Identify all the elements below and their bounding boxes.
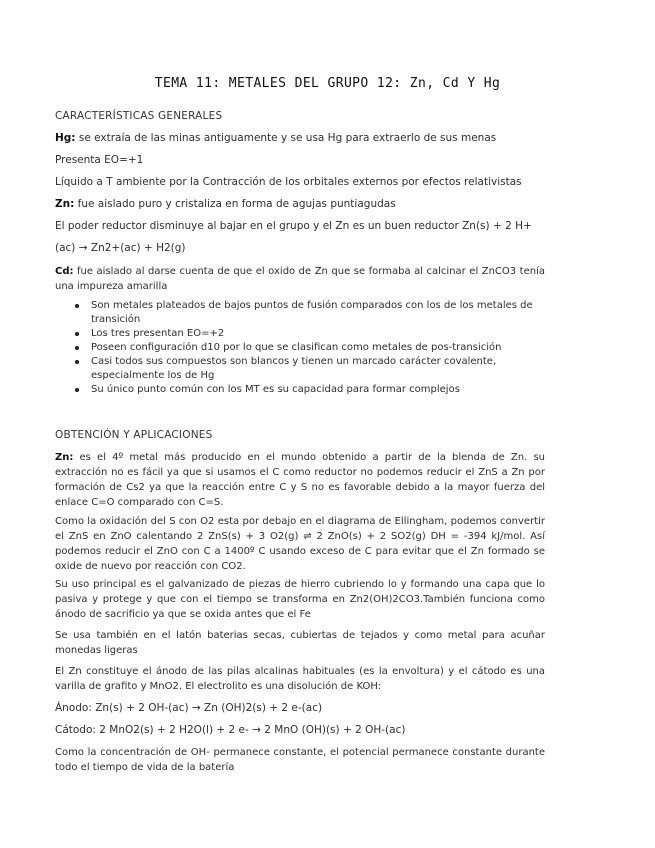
constant-potential-paragraph: Como la concentración de OH- permanece constante, el potencial permanece constante durante todo el tiempo de vida de la batería [55, 747, 545, 773]
zn-paragraph [55, 197, 545, 213]
list-item: Son metales plateados de bajos puntos de fusión comparados con los de los metales de transición [55, 299, 545, 327]
section-heading-obtencion: OBTENCIÓN Y APLICACIONES [55, 429, 213, 441]
liquid-line: Líquido a T ambiente por la Contracción de los orbitales externos por efectos relativistas [55, 176, 522, 188]
hg-text: se extraía de las minas antiguamente y se usa Hg para extraerlo de sus menas [75, 132, 497, 144]
list-item: Poseen configuración d10 por lo que se clasifican como metales de pos-transición [55, 341, 545, 355]
anode-reaction: Ánodo: Zn(s) + 2 OH-(ac) → Zn (OH)2(s) + 2 e-(ac) [55, 702, 323, 714]
cathode-reaction: Cátodo: 2 MnO2(s) + 2 H2O(l) + 2 e- → 2 MnO (OH)(s) + 2 OH-(ac) [55, 724, 406, 736]
battery-paragraph: El Zn constituye el ánodo de las pilas alcalinas habituales (es la envoltura) y el cátodo es una varilla de grafito y MnO2. El electrolito es una disolución de KOH: [55, 666, 545, 692]
page-title: TEMA 11: METALES DEL GRUPO 12: Zn, Cd Y Hg [154, 76, 501, 91]
uses-paragraph: Se usa también en el latón baterias secas, cubiertas de tejados y como metal para acuñar monedas ligeras [55, 630, 545, 656]
zn-obtention-text: es el 4º metal más producido en el mundo obtenido a partir de la blenda de Zn. su extracción no es fácil ya que si usamos el C como reductor no podemos reducir el ZnS a Zn por formación de Cs2 ya que la reacción entre C y S no es favorable debido a la mayor fuerza del enlace C=O comparado con C=S. [55, 452, 545, 508]
list-item: Los tres presentan EO=+2 [55, 327, 545, 341]
zn-keyword: Zn: [55, 198, 75, 210]
list-item: Su único punto común con los MT es su capacidad para formar complejos [55, 383, 545, 397]
galvanizing-paragraph: Su uso principal es el galvanizado de piezas de hierro cubriendo lo y formando una capa que lo pasiva y protege y que con el tiempo se transforma en Zn2(OH)2CO3.También funciona como ánodo de sacrificio ya que se oxida antes que el Fe [55, 579, 545, 620]
zn-text: fue aislado puro y cristaliza en forma de agujas puntiagudas [74, 198, 396, 210]
hg-paragraph [55, 131, 545, 147]
cd-keyword: Cd: [55, 266, 74, 277]
reducer-line: El poder reductor disminuye al bajar en el grupo y el Zn es un buen reductor Zn(s) + 2 H+ [55, 220, 532, 232]
zn-obtention-paragraph [55, 450, 545, 510]
hg-keyword: Hg: [55, 132, 76, 144]
list-item: Casi todos sus compuestos son blancos y tienen un marcado carácter covalente, especialmente los de Hg [55, 355, 545, 383]
ellingham-paragraph: Como la oxidación del S con O2 esta por debajo en el diagrama de Ellingham, podemos convertir el ZnS en ZnO calentando 2 ZnS(s) + 3 O2(g) ⇌ 2 ZnO(s) + 2 SO2(g) DH = -394 kJ/mol. Así podemos reducir el ZnO con C a 1400º C usando exceso de C para evitar que el Zn formado se oxide de nuevo por reacción con CO2. [55, 516, 545, 572]
cd-paragraph [55, 264, 545, 294]
zn-keyword: Zn: [55, 452, 74, 463]
section-heading-caracteristicas: CARACTERÍSTICAS GENERALES [55, 110, 223, 122]
eo-line: Presenta EO=+1 [55, 154, 144, 166]
characteristics-list [55, 299, 545, 397]
reducer-line-2: (ac) → Zn2+(ac) + H2(g) [55, 242, 186, 254]
cd-text: fue aislado al darse cuenta de que el oxido de Zn que se formaba al calcinar el ZnCO3 tenía una impureza amarilla [55, 266, 545, 292]
